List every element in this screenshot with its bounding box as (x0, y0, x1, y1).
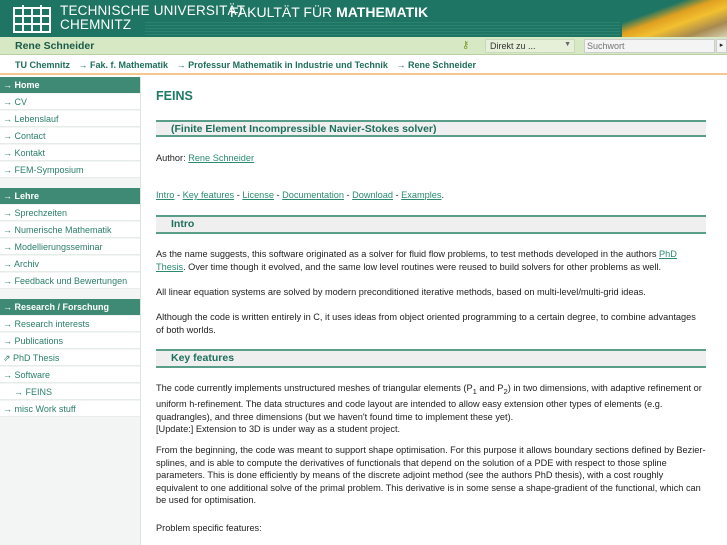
site-header (0, 0, 727, 37)
sidebar-item-fem-symposium[interactable]: → FEM-Symposium (0, 162, 140, 178)
breadcrumb-item[interactable]: → Rene Schneider (396, 60, 476, 70)
author-line: Author: Rene Schneider (156, 153, 255, 163)
nav-license-link[interactable]: License (242, 190, 274, 200)
key-features-heading: Key features (156, 349, 706, 368)
intro-paragraph-3: Although the code is written entirely in C, it uses ideas from object oriented programming to a certain degree, to combine advantages of both worlds. (156, 312, 696, 335)
sidebar-section-home[interactable]: → Home (0, 77, 140, 93)
key-icon[interactable]: ⚷ (462, 40, 470, 51)
breadcrumb-item[interactable]: → Professur Mathematik in Industrie und Technik (176, 60, 388, 70)
sidebar-item-sprechzeiten[interactable]: → Sprechzeiten (0, 205, 140, 221)
header-photo (622, 0, 727, 37)
key-features-paragraph-3: Problem specific features: (156, 523, 262, 533)
intro-heading: Intro (156, 215, 706, 234)
university-name: TECHNISCHE UNIVERSITÄT CHEMNITZ (60, 3, 246, 32)
search-submit-button[interactable]: ▸ (716, 39, 727, 53)
sidebar-item-feins[interactable]: → FEINS (0, 384, 140, 400)
breadcrumb (0, 56, 727, 75)
nav-download-link[interactable]: Download (352, 190, 393, 200)
nav-key-features-link[interactable]: Key features (182, 190, 235, 200)
section-nav: Intro - Key features - License - Documentation - Download - Examples. (156, 190, 445, 200)
sidebar-item-misc-work[interactable]: → misc Work stuff (0, 401, 140, 417)
sidebar-item-modellierungsseminar[interactable]: → Modellierungsseminar (0, 239, 140, 255)
breadcrumb-item[interactable]: → Fak. f. Mathematik (78, 60, 169, 70)
sidebar (0, 77, 141, 545)
sidebar-item-phd-thesis[interactable]: ⇗ PhD Thesis (0, 350, 140, 366)
direkt-zu-select[interactable]: Direkt zu ... ▼ (485, 39, 575, 53)
sidebar-section-lehre[interactable]: → Lehre (0, 188, 140, 204)
sidebar-item-feedback[interactable]: → Feedback und Bewertungen (0, 273, 140, 289)
page-owner-name: Rene Schneider (15, 40, 95, 52)
sidebar-item-contact[interactable]: → Contact (0, 128, 140, 144)
sidebar-item-cv[interactable]: → CV (0, 94, 140, 110)
sidebar-section-research[interactable]: → Research / Forschung (0, 299, 140, 315)
tu-logo-icon[interactable] (12, 4, 52, 33)
sidebar-item-kontakt[interactable]: → Kontakt (0, 145, 140, 161)
nav-documentation-link[interactable]: Documentation (282, 190, 344, 200)
page-title: FEINS (156, 89, 193, 103)
intro-paragraph-2: All linear equation systems are solved by modern preconditioned iterative methods, based on multi-level/multi-grid ideas. (156, 287, 646, 297)
chevron-down-icon: ▼ (564, 41, 571, 48)
user-bar (0, 37, 727, 55)
sidebar-item-archiv[interactable]: → Archiv (0, 256, 140, 272)
sidebar-item-lebenslauf[interactable]: → Lebenslauf (0, 111, 140, 127)
breadcrumb-item[interactable]: TU Chemnitz (15, 60, 70, 70)
sidebar-item-research-interests[interactable]: → Research interests (0, 316, 140, 332)
nav-intro-link[interactable]: Intro (156, 190, 175, 200)
key-features-paragraph-1: The code currently implements unstructured meshes of triangular elements ($P_1$ and $P_2$) in two dimensions, with adaptive refinement or uniform h-refinement. The data structures and code layout are intended to allow easy extension other types of elements (e.g. quadrangles), and three dimensions (but we haven't found time to implement these yet). [Update:] Extension to 3D is under way as a student project. (156, 383, 702, 435)
key-features-paragraph-2: From the beginning, the code was meant to support shape optimisation. For this purpose it allows boundary sections defined by Bezier-splines, and is able to compute the derivatives of functionals that depend on the solution of a PDE with respect to those spline parameters. This is done efficiently by means of the discrete adjoint method (see the authors PhD thesis), with a cost roughly equivalent to one additional solve of the primal problem. This derivative is in some sense a shape-gradient of the functional, which can be used for optimisation. (156, 445, 706, 505)
search-input[interactable] (584, 39, 715, 53)
sidebar-item-publications[interactable]: → Publications (0, 333, 140, 349)
subtitle-heading: (Finite Element Incompressible Navier-Stokes solver) (156, 120, 706, 137)
sidebar-item-software[interactable]: → Software (0, 367, 140, 383)
author-link[interactable]: Rene Schneider (188, 153, 255, 163)
nav-examples-link[interactable]: Examples (401, 190, 442, 200)
faculty-name: FAKULTÄT FÜR MATHEMATIK (230, 4, 429, 20)
intro-paragraph-1: As the name suggests, this software originated as a solver for fluid flow problems, to test methods developed in the authors PhD Thesis. Over time though it evolved, and the same low level routines were reused to build solvers for other problems as well. (156, 249, 677, 272)
sidebar-item-numerische-mathematik[interactable]: → Numerische Mathematik (0, 222, 140, 238)
phd-thesis-link[interactable]: PhD Thesis (156, 249, 677, 272)
